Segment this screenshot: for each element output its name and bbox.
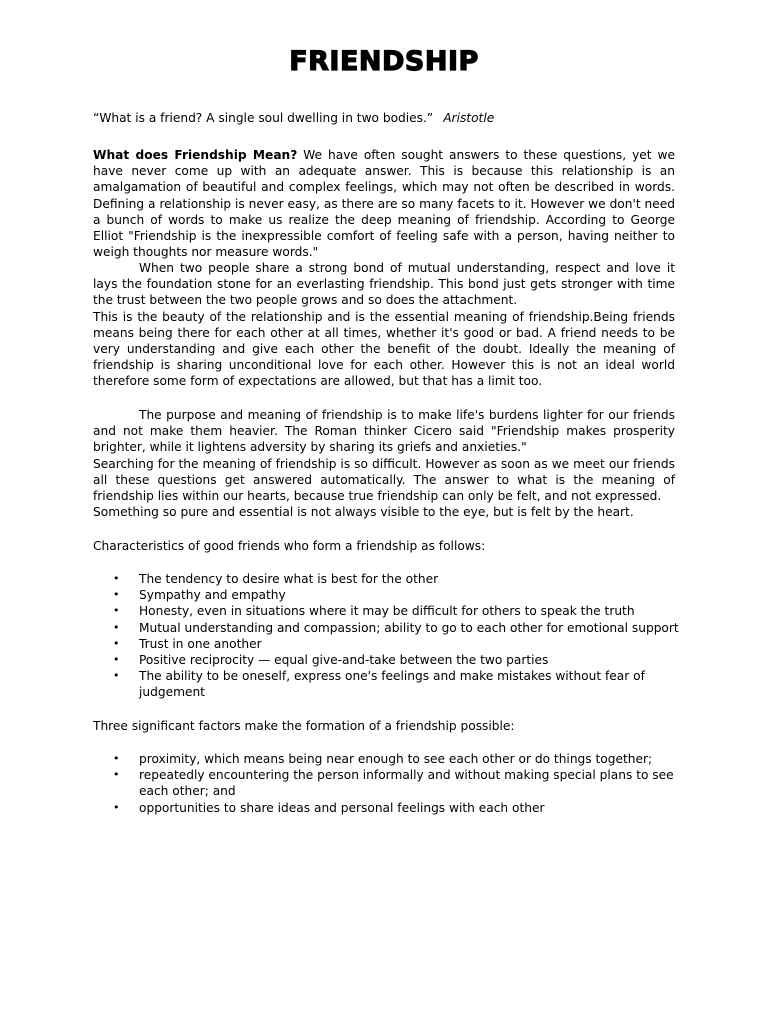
bullet-icon: •	[113, 636, 120, 650]
paragraph-text: When two people share a strong bond of mutual understanding, respect and love it lays the foundation stone for an everlasting friendship. This bond just gets stronger with time the trust between the two people grows and so does the attachment.	[93, 261, 675, 308]
bullet-icon: •	[113, 800, 120, 814]
paragraph-text: We have often sought answers to these questions, yet we have never come up with an adequate answer. This is because this relationship is an amalgamation of beautiful and complex feelings, which may not often be described in words. Defining a relationship is never easy, as there are so many facets to it. However we don't need a bunch of words to make us realize the deep meaning of friendship. According to George Elliot "Friendship is the inexpressible comfort of feeling safe with a person, having neither to weigh thoughts nor measure words."	[93, 148, 675, 260]
list-item: • Honesty, even in situations where it may be difficult for others to speak the truth	[113, 604, 635, 619]
page-title: FRIENDSHIP	[289, 46, 479, 77]
factors-list	[93, 751, 683, 816]
paragraph-text: The purpose and meaning of friendship is to make life's burdens lighter for our friends and not make them heavier. The Roman thinker Cicero said "Friendship makes prosperity brighter, while it lightens adversity by sharing its griefs and anxieties."	[93, 408, 675, 455]
bullet-icon: •	[113, 604, 120, 618]
list-item: • Trust in one another	[113, 636, 262, 651]
characteristics-list	[93, 571, 683, 701]
characteristics-intro: Characteristics of good friends who form a friendship as follows:	[93, 539, 486, 553]
list-item: • repeatedly encountering the person informally and without making special plans to see each other; and	[113, 768, 674, 799]
list-item: • The ability to be oneself, express one's feelings and make mistakes without fear of judgement	[113, 669, 645, 700]
paragraph-text: Something so pure and essential is not always visible to the eye, but is felt by the heart.	[93, 505, 634, 520]
quote-author: Aristotle	[443, 111, 495, 125]
paragraph-meaning	[93, 147, 675, 260]
bullet-icon: •	[113, 768, 120, 782]
paragraph-lead: What does Friendship Mean?	[93, 148, 298, 162]
quote-text: “What is a friend? A single soul dwelling in two bodies.”	[93, 111, 434, 125]
bullet-icon: •	[113, 752, 120, 765]
paragraph-bond	[93, 260, 675, 390]
list-item: • Sympathy and empathy	[113, 588, 286, 603]
bullet-icon: •	[113, 588, 120, 602]
bullet-icon: •	[113, 653, 120, 667]
list-item: • Mutual understanding and compassion; ability to go to each other for emotional support	[113, 620, 679, 635]
list-item: • The tendency to desire what is best for the other	[113, 572, 439, 586]
factors-intro: Three significant factors make the formation of a friendship possible:	[93, 719, 515, 733]
list-item: • Positive reciprocity — equal give-and-take between the two parties	[113, 653, 549, 668]
opening-quote	[93, 110, 675, 126]
bullet-icon: •	[113, 620, 120, 634]
paragraph-text: This is the beauty of the relationship and is the essential meaning of friendship.Being friends means being there for each other at all times, whether it's good or bad. A friend needs to be very understanding and give each other the benefit of the doubt. Ideally the meaning of friendship is sharing unconditional love for each other. However this is not an ideal world therefore some form of expectations are allowed, but that has a limit too.	[93, 309, 675, 389]
paragraph-text: Searching for the meaning of friendship is so difficult. However as soon as we meet our friends all these questions get answered automatically. The answer to what is the meaning of friendship lies within our hearts, because true friendship can only be felt, and not expressed.	[93, 456, 675, 504]
list-item: • proximity, which means being near enough to see each other or do things together;	[113, 752, 653, 766]
bullet-icon: •	[113, 669, 120, 683]
bullet-icon: •	[113, 572, 120, 585]
paragraph-purpose	[93, 407, 675, 520]
list-item: • opportunities to share ideas and personal feelings with each other	[113, 800, 545, 815]
